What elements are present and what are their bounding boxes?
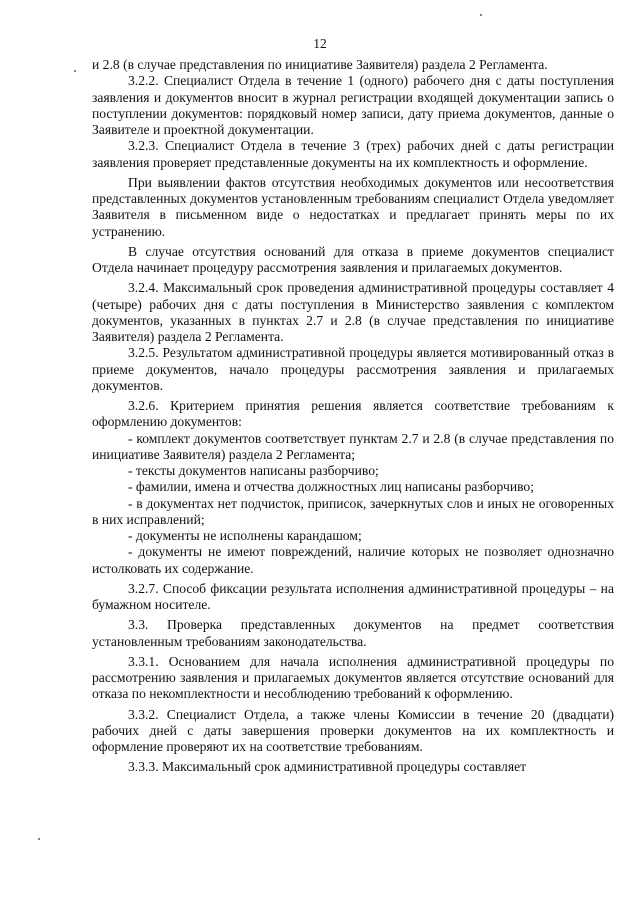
paragraph-3-2-5: 3.2.5. Результатом административной процедуры является мотивированный отказ в приеме документов, начало процедуры рассмотрения заявления и прилагаемых документов.	[92, 345, 614, 393]
list-item-legible-names: - фамилии, имена и отчества должностных лиц написаны разборчиво;	[128, 479, 535, 495]
page-number: 12	[313, 36, 327, 51]
scan-speck	[480, 14, 482, 16]
list-item-complete-set: - комплект документов соответствует пунктам 2.7 и 2.8 (в случае представления по инициативе Заявителя) раздела 2 Регламента;	[92, 430, 614, 462]
paragraph-3-2-7: 3.2.7. Способ фиксации результата исполнения административной процедуры – на бумажном носителе.	[92, 580, 614, 612]
paragraph-3-2-6: 3.2.6. Критерием принятия решения является соответствие требованиям к оформлению документов:	[92, 398, 614, 430]
scan-speck	[74, 70, 76, 72]
paragraph-3-3-1: 3.3.1. Основанием для начала исполнения административной процедуры по рассмотрению заявления и прилагаемых документов является отсутствие оснований для отказа по некомплектности и несоблюдению требований к оформлению.	[92, 653, 614, 702]
paragraph-3-2-4: 3.2.4. Максимальный срок проведения административной процедуры составляет 4 (четыре) рабочих дня с даты поступления в Министерство заявления с комплектом документов, указанных в пунктах 2.7 и 2.8 (в случае представления по инициативе Заявителя) раздела 2 Регламента.	[92, 280, 614, 344]
list-item-legible-texts: - тексты документов написаны разборчиво;	[128, 463, 379, 478]
paragraph-3-3-2: 3.3.2. Специалист Отдела, а также члены Комиссии в течение 20 (двадцати) рабочих дней с даты завершения проверки документов на их комплектность и оформление проверяют их на соответствие требованиям.	[92, 706, 614, 754]
list-item-no-damage: - документы не имеют повреждений, наличие которых не позволяет однозначно истолковать их содержание.	[92, 544, 614, 576]
scan-speck	[38, 838, 40, 840]
document-body	[92, 57, 614, 776]
paragraph-3-3: 3.3. Проверка представленных документов на предмет соответствия установленным требованиям законодательства.	[92, 617, 614, 649]
paragraph-no-grounds: В случае отсутствия оснований для отказа в приеме документов специалист Отдела начинает процедуру рассмотрения заявления и прилагаемых документов.	[92, 243, 614, 275]
paragraph-3-3-3: 3.3.3. Максимальный срок административной процедуры составляет	[128, 759, 527, 775]
list-item-no-pencil: - документы не исполнены карандашом;	[128, 528, 362, 543]
paragraph-deficiencies: При выявлении фактов отсутствия необходимых документов или несоответствия представленных документов установленным требованиям специалист Отдела уведомляет Заявителя в письменном виде о недостатках и предлагает принять меры по их устранению.	[92, 174, 614, 239]
list-item-no-erasures: - в документах нет подчисток, приписок, зачеркнутых слов и иных не оговоренных в них исправлений;	[92, 495, 614, 527]
paragraph-continuation: и 2.8 (в случае представления по инициативе Заявителя) раздела 2 Регламента.	[92, 57, 548, 72]
paragraph-3-2-2: 3.2.2. Специалист Отдела в течение 1 (одного) рабочего дня с даты поступления заявления и документов вносит в журнал регистрации входящей документации запись о поступлении документов: порядковый номер записи, дату приема документов, данные о Заявителе и проектной документации.	[92, 73, 614, 137]
paragraph-3-2-3: 3.2.3. Специалист Отдела в течение 3 (трех) рабочих дней с даты регистрации заявления проверяет представленные документы на их комплектность и оформление.	[92, 138, 614, 170]
